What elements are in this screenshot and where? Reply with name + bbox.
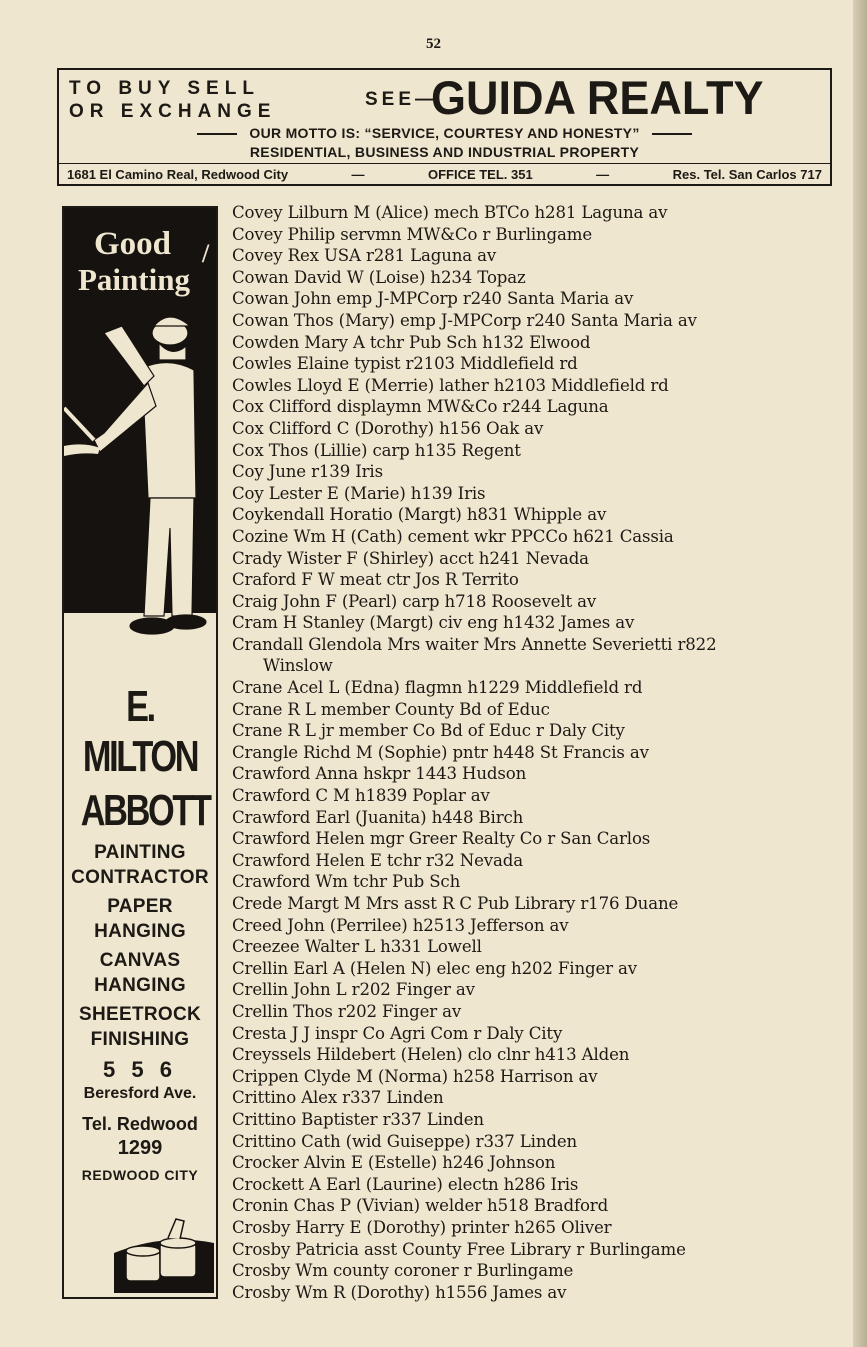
motto-dash-left (197, 133, 237, 135)
slogan-painting: Painting (78, 262, 190, 297)
directory-entry: Covey Rex USA r281 Laguna av (232, 246, 497, 266)
directory-entry: Covey Lilburn M (Alice) mech BTCo h281 Laguna av (232, 203, 668, 222)
page-number: 52 (426, 36, 441, 52)
directory-entry: Creyssels Hildebert (Helen) clo clnr h413 Alden (232, 1045, 630, 1065)
directory-entry: Crosby Patricia asst County Free Library r Burlingame (232, 1239, 686, 1259)
directory-entry: Crane R L jr member Co Bd of Educ r Daly City (232, 721, 625, 741)
paint-cans-icon (114, 1213, 214, 1293)
directory-entry: Cowan Thos (Mary) emp J-MPCorp r240 Santa Maria av (232, 310, 697, 330)
directory-entry: Creezee Walter L h331 Lowell (232, 937, 482, 957)
directory-entry: Crede Margt M Mrs asst R C Pub Library r176 Duane (232, 894, 679, 913)
directory-entry: Coy June r139 Iris (232, 462, 383, 482)
service-3: PAPER (107, 896, 173, 917)
directory-entry: Cowan John emp J-MPCorp r240 Santa Maria av (232, 289, 634, 309)
directory-entry: Crawford Helen E tchr r32 Nevada (232, 850, 523, 870)
street-number: 5 5 6 (103, 1057, 177, 1082)
abbott-painting-ad (62, 206, 218, 1299)
service-5: CANVAS (99, 950, 181, 971)
directory-entry: Crippen Clyde M (Norma) h258 Harrison av (232, 1066, 598, 1086)
directory-entry: Crocker Alvin E (Estelle) h246 Johnson (232, 1153, 556, 1173)
ad-line-1: TO BUY SELL (69, 78, 260, 99)
directory-entry: Crellin John L r202 Finger av (232, 980, 475, 1000)
service-1: PAINTING (94, 842, 186, 863)
directory-entry: Crawford Helen mgr Greer Realty Co r San Carlos (232, 829, 651, 849)
directory-entry: Crellin Thos r202 Finger av (232, 1001, 462, 1021)
ad-contact-row (59, 167, 830, 182)
directory-entry: Crellin Earl A (Helen N) elec eng h202 Finger av (232, 958, 638, 978)
page-edge-shadow (853, 0, 867, 1347)
directory-entry: Crane Acel L (Edna) flagmn h1229 Middlefield rd (232, 678, 643, 698)
city: REDWOOD CITY (81, 1167, 199, 1183)
directory-entry: Crawford Earl (Juanita) h448 Birch (232, 807, 524, 827)
directory-entry: Cowles Elaine typist r2103 Middlefield rd (232, 354, 578, 374)
tel-number: 1299 (117, 1137, 163, 1159)
directory-entry: Crangle Richd M (Sophie) pntr h448 St Francis av (232, 742, 649, 762)
slogan-mark: / (202, 239, 210, 268)
directory-entry: Crittino Baptister r337 Linden (232, 1109, 484, 1129)
directory-entry: Crosby Harry E (Dorothy) printer h265 Oliver (232, 1217, 612, 1237)
service-7: SHEETROCK (79, 1004, 201, 1025)
contractor-name-2: ABBOTT (80, 786, 210, 835)
directory-entry: Craig John F (Pearl) carp h718 Roosevelt av (232, 591, 597, 611)
ad-see: SEE— (365, 89, 439, 110)
directory-entry: Crockett A Earl (Laurine) electn h286 Iris (232, 1174, 579, 1194)
contractor-name-1: E. MILTON (82, 682, 198, 781)
directory-entry: Cowles Lloyd E (Merrie) lather h2103 Middlefield rd (232, 375, 669, 395)
directory-entry: Cox Clifford C (Dorothy) h156 Oak av (232, 418, 544, 438)
side-ad-text (64, 678, 216, 1186)
directory-entry: Cowan David W (Loise) h234 Topaz (232, 267, 526, 287)
guida-realty-ad (57, 68, 832, 186)
ad-line-2: OR EXCHANGE (69, 101, 277, 122)
tel-label: Tel. Redwood (82, 1114, 198, 1134)
directory-entry: Coykendall Horatio (Margt) h831 Whipple av (232, 505, 607, 525)
slogan-good: Good (94, 226, 172, 262)
ad-buy-sell (69, 77, 276, 123)
directory-entry: Cram H Stanley (Margt) civ eng h1432 James av (232, 613, 635, 633)
directory-entry: Crane R L member County Bd of Educ (232, 699, 550, 719)
motto-dash-right (652, 133, 692, 135)
service-2: CONTRACTOR (71, 867, 209, 888)
street-name: Beresford Ave. (83, 1085, 197, 1102)
painter-illustration (64, 208, 216, 678)
directory-entry: Crawford Anna hskpr 1443 Hudson (232, 764, 527, 784)
directory-entry: Crady Wister F (Shirley) acct h241 Nevada (232, 548, 589, 568)
service-4: HANGING (94, 921, 186, 942)
ad-res-tel: Res. Tel. San Carlos 717 (672, 167, 822, 182)
ad-address: 1681 El Camino Real, Redwood City (67, 167, 289, 182)
directory-entry: Cowden Mary A tchr Pub Sch h132 Elwood (232, 332, 591, 352)
ad-office-tel: OFFICE TEL. 351 (427, 167, 533, 182)
directory-entry: Cronin Chas P (Vivian) welder h518 Bradford (232, 1196, 609, 1216)
directory-entry: Creed John (Perrilee) h2513 Jefferson av (232, 915, 569, 935)
directory-entry: Crittino Alex r337 Linden (232, 1088, 444, 1108)
directory-entry: Crandall Glendola Mrs waiter Mrs Annette Severietti r822 (232, 634, 717, 654)
directory-entry: Craford F W meat ctr Jos R Territo (232, 570, 519, 590)
directory-entry: Cresta J J inspr Co Agri Com r Daly City (232, 1023, 563, 1043)
ad-motto-text: OUR MOTTO IS: “SERVICE, COURTESY AND HONESTY” (249, 125, 640, 141)
directory-entry: Crawford Wm tchr Pub Sch (232, 872, 461, 892)
directory-entry: Crawford C M h1839 Poplar av (232, 786, 490, 806)
ad-motto (59, 125, 830, 141)
directory-entry: Cox Thos (Lillie) carp h135 Regent (232, 440, 521, 460)
ad-brand: GUIDA REALTY (431, 70, 764, 125)
directory-entry: Crosby Wm county coroner r Burlingame (232, 1261, 574, 1281)
service-6: HANGING (94, 975, 186, 996)
directory-entry: Cozine Wm H (Cath) cement wkr PPCCo h621 Cassia (232, 526, 674, 546)
ad-divider (59, 163, 830, 164)
directory-entry: Crittino Cath (wid Guiseppe) r337 Linden (232, 1131, 578, 1151)
directory-entry: Coy Lester E (Marie) h139 Iris (232, 483, 486, 503)
directory-entry: Crosby Wm R (Dorothy) h1556 James av (232, 1282, 567, 1302)
directory-entry: Covey Philip servmn MW&Co r Burlingame (232, 224, 593, 244)
service-8: FINISHING (90, 1029, 190, 1050)
ad-sep-2: — (596, 167, 610, 182)
directory-entry-continuation: Winslow (263, 656, 333, 676)
ad-property: RESIDENTIAL, BUSINESS AND INDUSTRIAL PROPERTY (249, 144, 640, 160)
directory-listing (232, 202, 852, 1303)
ad-sep-1: — (351, 167, 365, 182)
directory-entry: Cox Clifford displaymn MW&Co r244 Laguna (232, 397, 609, 417)
